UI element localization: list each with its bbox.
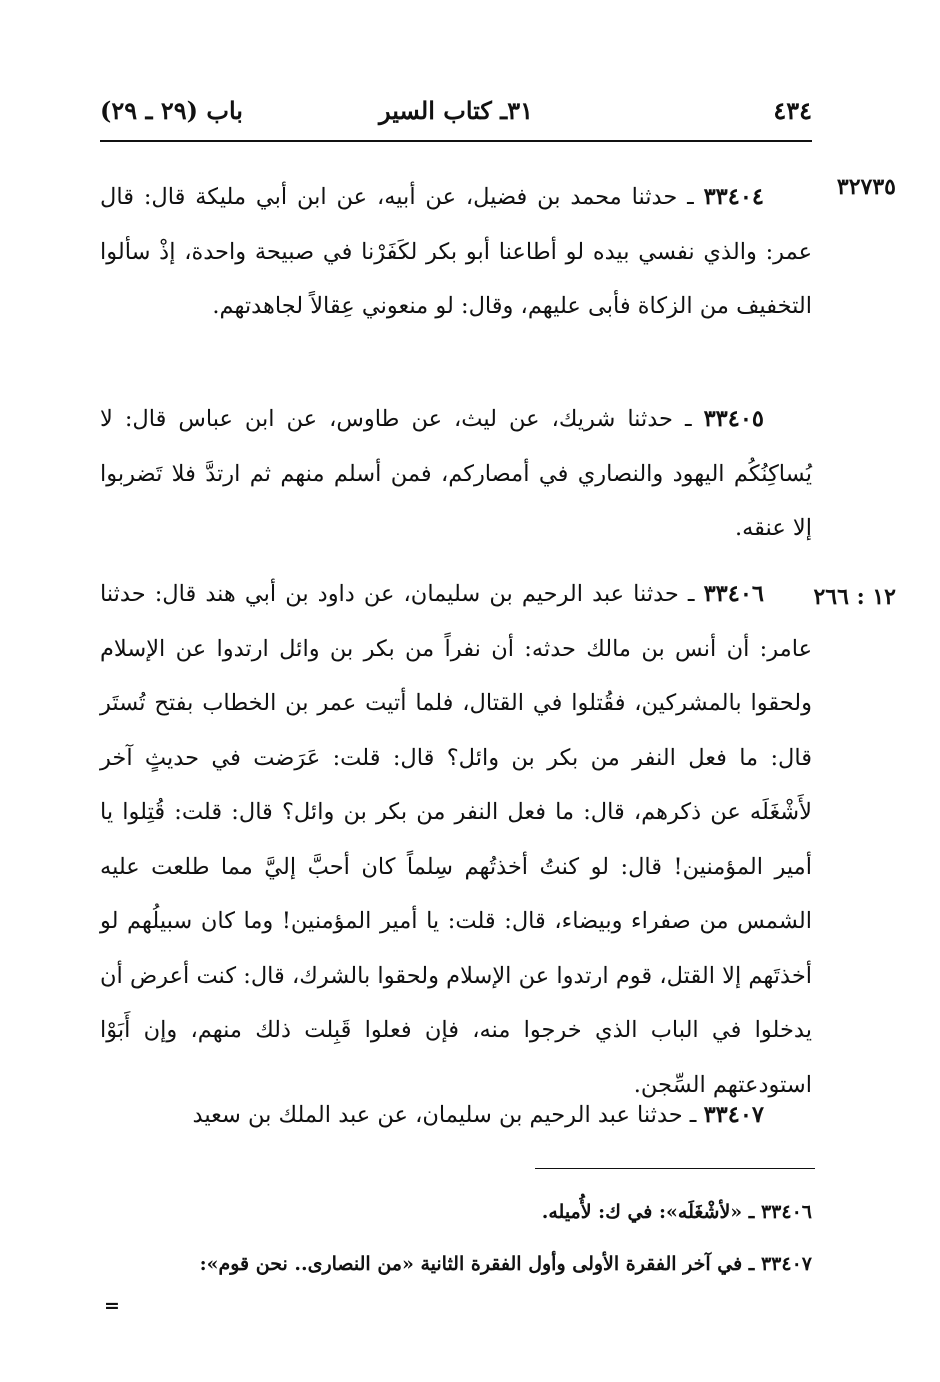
hadith-paragraph [100,567,812,1112]
hadith-number: ٣٣٤٠٦ [703,581,764,607]
hadith-number: ٣٣٤٠٧ [703,1102,764,1128]
hadith-text: ـ حدثنا عبد الرحيم بن سليمان، عن داود بن أبي هند قال: حدثنا عامر: أن أنس بن مالك حدثه: أن نفراً من بكر بن وائل ارتدوا عن الإسلام ولحقوا بالمشركين، فقُتلوا في القتال، فلما أتيت عمر بن الخطاب بفتح تُستَر قال: ما فعل النفر من بكر بن وائل؟ قال: قلت: عَرَضت في حديثٍ آخر لأَشْغَلَه عن ذكرهم، قال: ما فعل النفر من بكر بن وائل؟ قال: قلت: قُتِلوا يا أمير المؤمنين! قال: لو كنتُ أخذتُهم سِلماً كان أحبَّ إليَّ مما طلعت عليه الشمس من صفراء وبيضاء، قال: قلت: يا أمير المؤمنين! وما كان سبيلُهم لو أخذتَهم إلا القتل، قوم ارتدوا عن الإسلام ولحقوا بالشرك، قال: كنت أعرض أن يدخلوا في الباب الذي خرجوا منه، فإن فعلوا قَبِلت ذلك منهم، وإن أَبَوْا استودعتهم السِّجن. [100,581,812,1098]
hadith-paragraph [100,170,812,334]
hadith-paragraph [100,392,812,556]
hadith-number: ٣٣٤٠٤ [703,184,764,210]
hadith-paragraph [100,1088,812,1143]
page-number: ٤٣٤ [773,96,812,125]
hadith-text: ـ حدثنا شريك، عن ليث، عن طاوس، عن ابن عباس قال: لا يُساكِنُكُم اليهود والنصاري في أمصاركم، فمن أسلم منهم ثم ارتدَّ فلا تَضربوا إلا عنقه. [100,406,812,541]
hadith-text: ـ حدثنا محمد بن فضيل، عن أبيه، عن ابن أبي مليكة قال: قال عمر: والذي نفسي بيده لو أطاعنا أبو بكر لكَفَرْنا في صبيحة واحدة، إذْ سألوا التخفيف من الزكاة فأبى عليهم، وقال: لو منعوني عِقالاً لجاهدتهم. [100,184,812,319]
hadith-text: ـ حدثنا عبد الرحيم بن سليمان، عن عبد الملك بن سعيد [192,1102,704,1128]
footnote: ٣٣٤٠٧ ـ في آخر الفقرة الأولى وأول الفقرة الثانية «من النصارى.. نحن قوم»: [199,1253,812,1275]
hadith-number: ٣٣٤٠٥ [703,406,764,432]
footnote: ٣٣٤٠٦ ـ «لأشْغَلَه»: في ك: لأُميله. [541,1201,812,1223]
footnote-rule [535,1168,815,1169]
header-rule [100,140,812,142]
book-title: ٣١ـ كتاب السير [379,96,533,125]
chapter-label: باب (٢٩ ـ ٢٩) [100,96,243,125]
margin-note: ٣٢٧٣٥ [836,174,896,200]
running-header [100,96,812,132]
margin-note: ١٢ : ٢٦٦ [813,584,896,610]
footnote-continuation-mark: = [104,1295,120,1317]
